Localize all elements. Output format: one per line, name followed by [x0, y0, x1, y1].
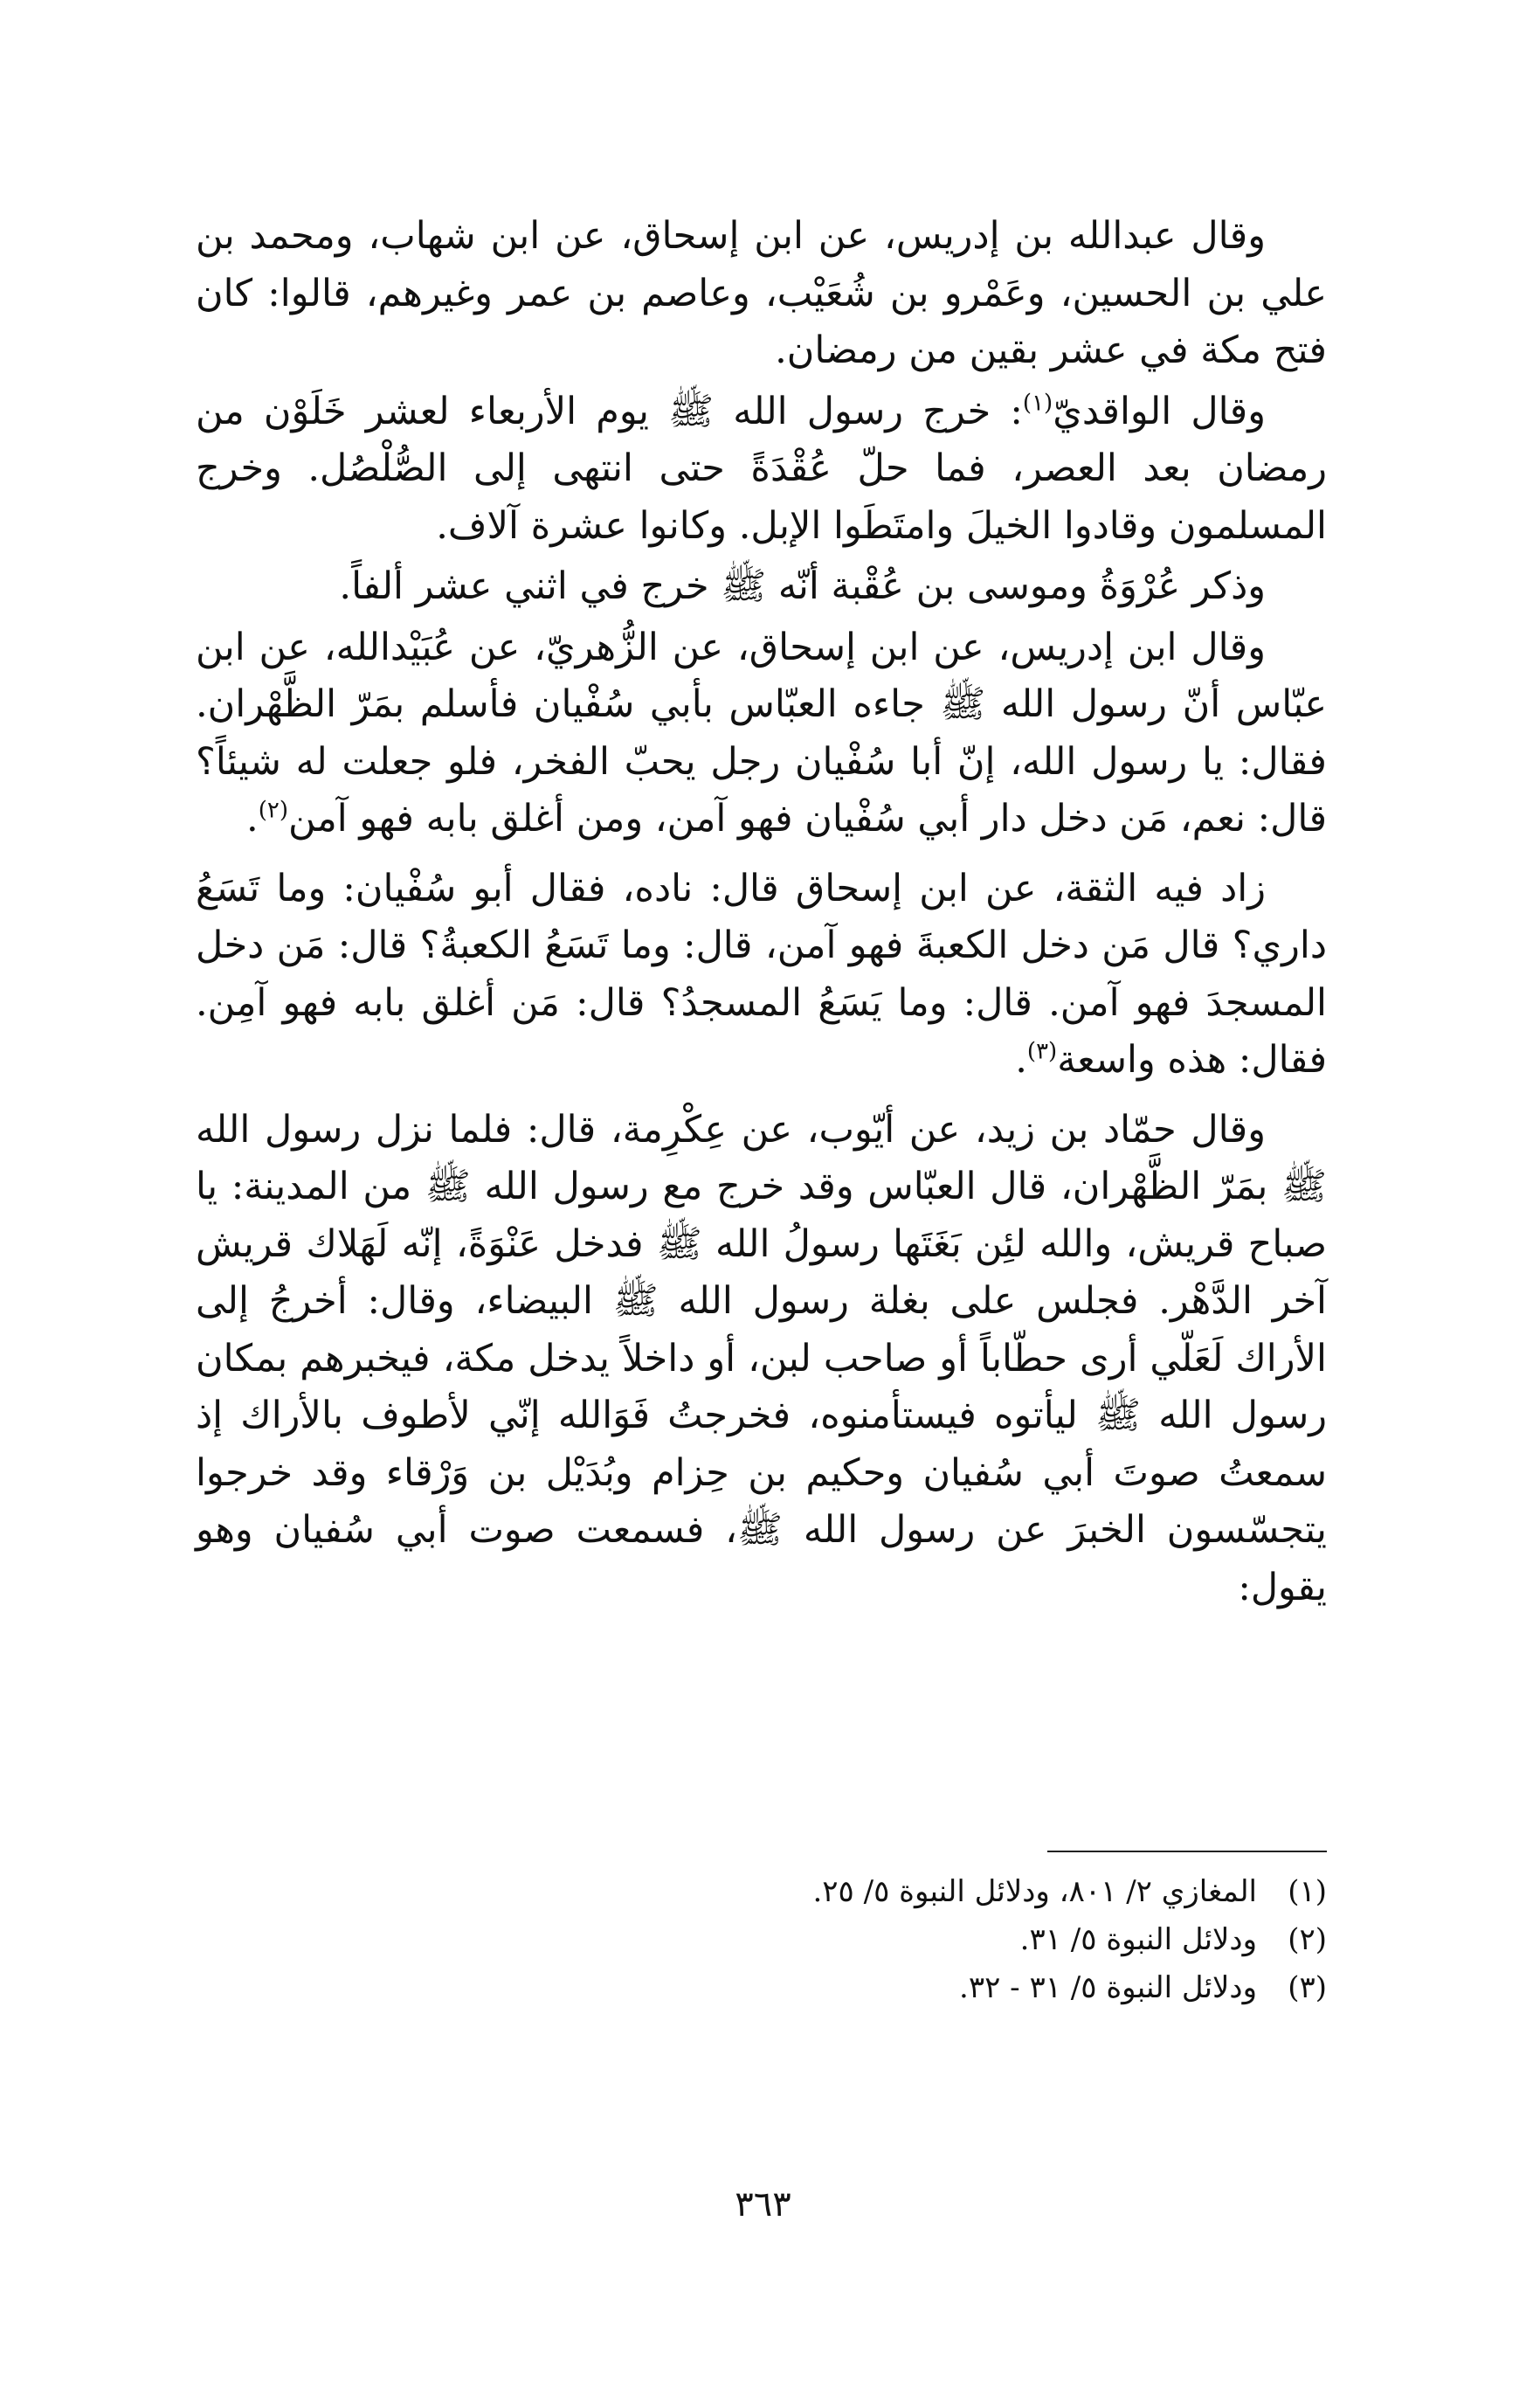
paragraph-text: وقال ابن إدريس، عن ابن إسحاق، عن الزُّهريّ، عن عُبَيْدالله، عن ابن عبّاس أنّ رسول الله ﷺ جاءه العبّاس بأبي سُفْيان فأسلم بمَرّ الظَّهْران. فقال: يا رسول الله، إنّ أبا سُفْيان رجل يحبّ الفخر، فلو جعلت له شيئاً؟ قال: نعم، مَن دخل دار أبي سُفْيان فهو آمن، ومن أغلق بابه فهو آمن	[196, 625, 1327, 841]
paragraph-text: وقال الواقديّ	[1053, 389, 1267, 433]
main-text	[196, 208, 1327, 1629]
footnote-divider	[1047, 1851, 1327, 1852]
footnote-text: ودلائل النبوة ٥/ ٣١.	[1019, 1922, 1257, 1957]
footnote-ref-3[interactable]: (٣)	[1026, 1038, 1058, 1065]
page-number: ٣٦٣	[735, 2184, 791, 2225]
footnote-text: المغازي ٢/ ٨٠١، ودلائل النبوة ٥/ ٢٥.	[812, 1874, 1257, 1909]
paragraph-text: وقال حمّاد بن زيد، عن أيّوب، عن عِكْرِمة، قال: فلما نزل رسول الله ﷺ بمَرّ الظَّهْران، قال العبّاس وقد خرج مع رسول الله ﷺ من المدينة: يا صباح قريش، والله لئِن بَغَتَها رسولُ الله ﷺ فدخل عَنْوَةً، إنّه لَهَلاك قريش آخر الدَّهْر. فجلس على بغلة رسول الله ﷺ البيضاء، وقال: أخرجُ إلى الأراك لَعَلّي أرى حطّاباً أو صاحب لبن، أو داخلاً يدخل مكة، فيخبرهم بمكان رسول الله ﷺ ليأتوه فيستأمنوه، فخرجتُ فَوَالله إنّي لأطوف بالأراك إذ سمعتُ صوتَ أبي سُفيان وحكيم بن حِزام وبُدَيْل بن وَرْقاء وقد خرجوا يتجسّسون الخبرَ عن رسول الله ﷺ، فسمعت صوت أبي سُفيان وهو يقول:	[196, 1107, 1327, 1609]
footnote-ref-1[interactable]: (١)	[1022, 390, 1053, 417]
paragraph-3	[196, 558, 1327, 616]
paragraph-text: وذكر عُرْوَةُ وموسى بن عُقْبة أنّه ﷺ خرج في اثني عشر ألفاً.	[339, 564, 1266, 608]
paragraph-text: : خرج رسول الله ﷺ يوم الأربعاء لعشر خَلَوْن من رمضان بعد العصر، فما حلّ عُقْدَةً حتى انتهى إلى الصُّلْصُل. وخرج المسلمون وقادوا الخيلَ وامتَطَوا الإبل. وكانوا عشرة آلاف.	[196, 389, 1327, 548]
paragraph-text: .	[246, 797, 259, 841]
paragraph-text: زاد فيه الثقة، عن ابن إسحاق قال: ناده، فقال أبو سُفْيان: وما تَسَعُ داري؟ قال مَن دخل الكعبةَ فهو آمن، قال: وما تَسَعُ الكعبةُ؟ قال: مَن دخل المسجدَ فهو آمن. قال: وما يَسَعُ المسجدُ؟ قال: مَن أغلق بابه فهو آمِن. فقال: هذه واسعة	[196, 866, 1327, 1082]
paragraph-text: .	[1015, 1038, 1027, 1082]
paragraph-text: وقال عبدالله بن إدريس، عن ابن إسحاق، عن ابن شهاب، ومحمد بن علي بن الحسين، وعَمْرو بن شُعَيْب، وعاصم بن عمر وغيرهم، قالوا: كان فتح مكة في عشر بقين من رمضان.	[196, 214, 1327, 372]
paragraph-1	[196, 208, 1327, 380]
footnote-item	[196, 1916, 1327, 1964]
footnote-item	[196, 1868, 1327, 1916]
footnote-ref-2[interactable]: (٢)	[258, 797, 288, 824]
footnotes	[196, 1868, 1327, 2012]
paragraph-5	[196, 861, 1327, 1090]
footnote-number: (٣)	[1288, 1970, 1327, 2005]
footnote-item	[196, 1964, 1327, 2012]
paragraph-4	[196, 619, 1327, 848]
footnote-text: ودلائل النبوة ٥/ ٣١ - ٣٢.	[959, 1970, 1257, 2005]
footnote-number: (٢)	[1288, 1922, 1327, 1957]
footnote-number: (١)	[1288, 1874, 1327, 1909]
paragraph-6	[196, 1102, 1327, 1617]
paragraph-2	[196, 384, 1327, 556]
